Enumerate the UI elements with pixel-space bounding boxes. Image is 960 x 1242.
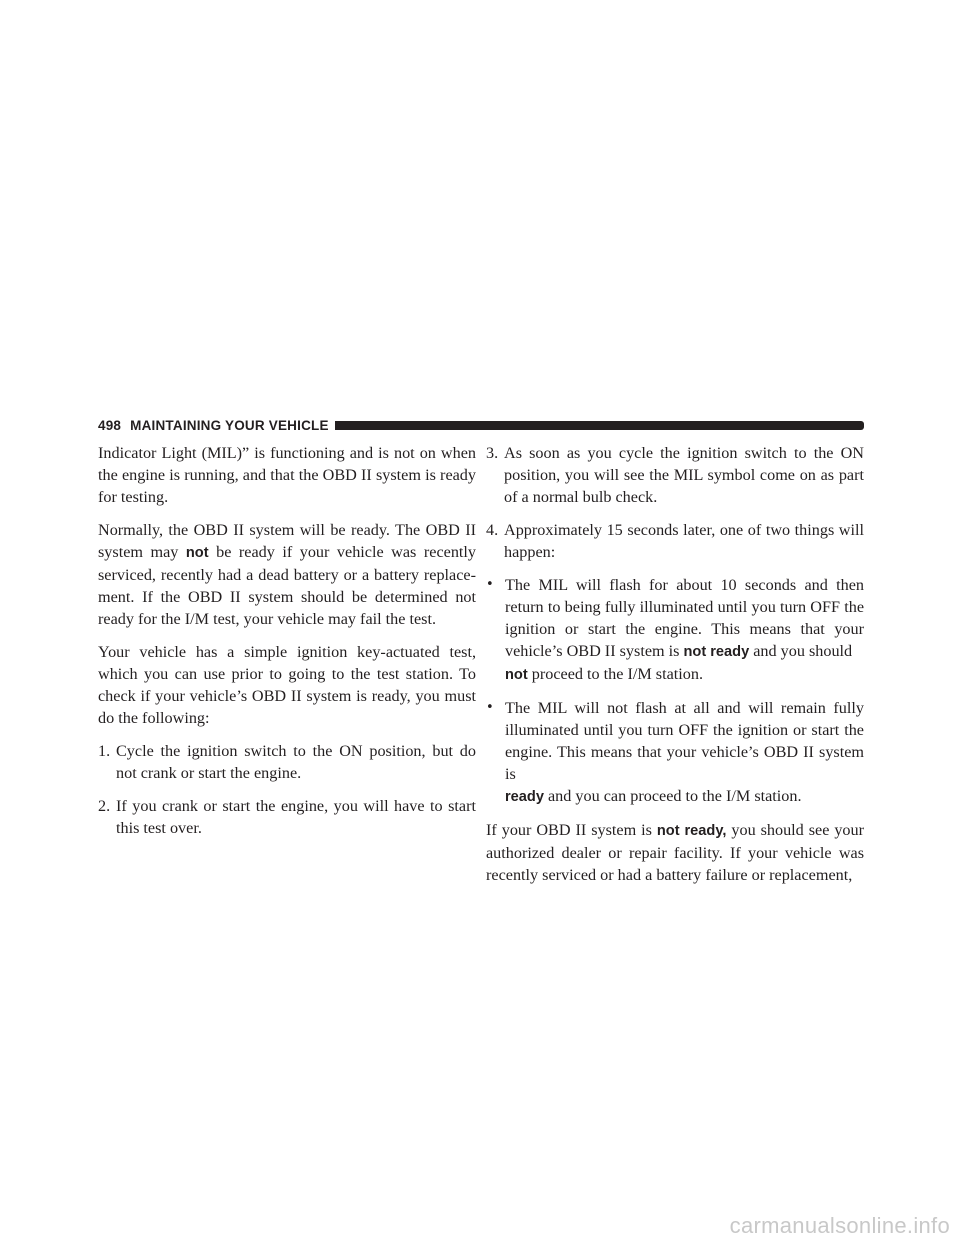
paragraph-not-ready: If your OBD II system is not ready, you should see your authorized dealer or repair facility. If your vehicle was recently serviced or had a battery failure or replacement, [486,821,865,884]
paragraph-key-test: Your vehicle has a simple ignition key-actuated test, which you can use prior to going to the test station. To check if your vehicle’s OBD II system is ready, you must do the following: [98,643,476,727]
bullet-mil-flashes [486,574,864,686]
section-title: MAINTAINING YOUR VEHICLE [130,417,329,433]
page-header [98,415,864,435]
step-text: If you crank or start the engine, you will have to start this test over. [116,797,476,837]
paragraph-obd-normally: Normally, the OBD II system will be ready. The OBD II system may not be ready if your vehicle was recently serviced, recently had a dead battery or a battery replace-ment. If the OBD II system should be determined not ready for the I/M test, your vehicle may fail the test. [98,521,477,628]
step-text: As soon as you cycle the ignition switch to the ON position, you will see the MIL symbol come on as part of a normal bulb check. [504,444,864,506]
emphasis-not: not [505,667,528,683]
step-number: 1. [98,742,111,760]
bullet-text: The MIL will not flash at all and will remain fully illuminated until you turn OFF the ignition or start the engine. This means that your vehicle’s OBD II system is ready and you can proceed to the I/M station. [505,699,864,805]
right-column [486,442,864,897]
step-number: 4. [486,521,499,539]
step-number: 3. [486,444,499,462]
left-column [98,442,476,850]
step-number: 2. [98,797,111,815]
step-3 [486,442,864,508]
header-rule [335,421,864,430]
step-4 [486,519,864,563]
step-2 [98,795,476,839]
bullet-icon: • [486,577,494,592]
watermark: carmanualsonline.info [729,1213,950,1238]
bullet-mil-no-flash [486,697,864,808]
bullet-icon: • [486,700,494,715]
paragraph-mil-intro: Indicator Light (MIL)” is functioning and is not on when the engine is running, and that the OBD II system is ready for testing. [98,444,476,506]
step-text: Cycle the ignition switch to the ON position, but do not crank or start the engine. [116,742,476,782]
step-text: Approximately 15 seconds later, one of two things will happen: [504,521,864,561]
emphasis-not-ready: not ready, [656,823,727,839]
bullet-text: The MIL will flash for about 10 seconds and then return to being fully illuminated until you turn OFF the ignition or start the engine. This means that your vehicle’s OBD II system is not ready and you should not proceed to the I/M station. [505,576,864,683]
emphasis-not-ready: not ready [683,644,750,660]
page-number: 498 [98,417,122,433]
emphasis-ready: ready [505,789,544,805]
step-1 [98,740,476,784]
emphasis-not: not [185,545,209,561]
